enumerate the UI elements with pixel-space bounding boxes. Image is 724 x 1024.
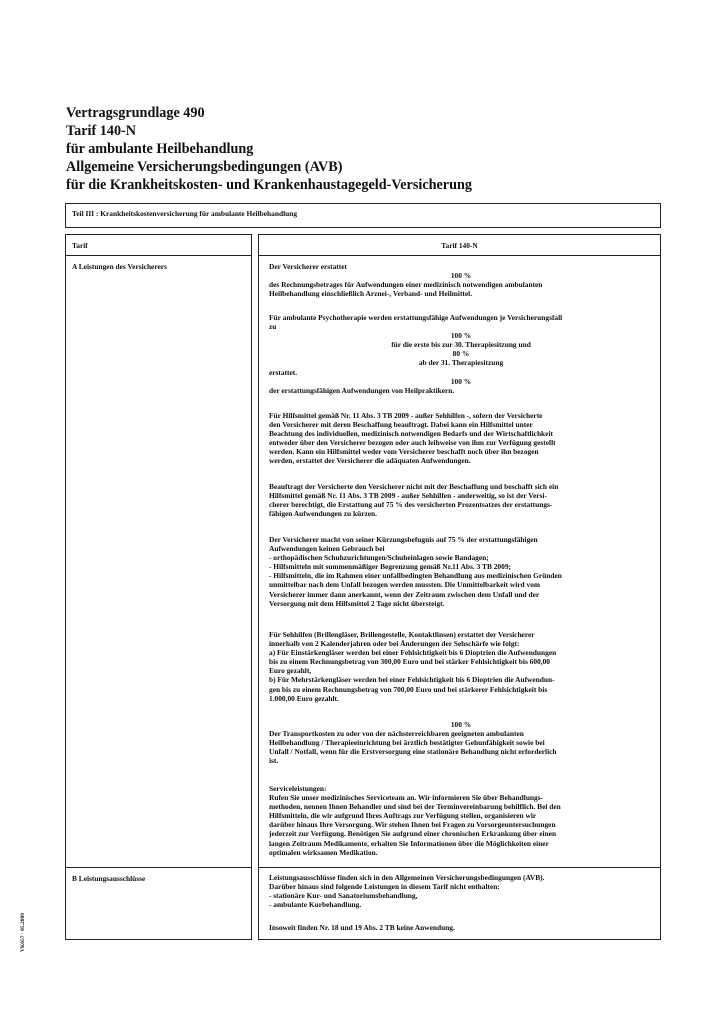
row-divider <box>66 867 251 868</box>
percentage-value: 100 % <box>450 331 472 341</box>
table-right-column <box>258 234 661 940</box>
text-line: Der Versicherer macht von seiner Kürzungsbefugnis auf 75 % der erstattungsfähigen <box>269 535 538 544</box>
side-document-code: VK657 · 05.2009 <box>20 913 26 952</box>
text-line: jederzeit zur Verfügung. Benötigen Sie aufgrund einer chronischen Erkrankung über einen <box>269 829 557 839</box>
paragraph-exclusions-note: Insoweit finden Nr. 18 und 19 Abs. 2 TB keine Anwendung. <box>269 923 455 932</box>
text-line: des Rechnungsbetrages für Aufwendungen einer medizinisch notwendigen ambulanten <box>269 280 543 290</box>
paragraph-aids-reduction <box>269 482 653 518</box>
text-line: bis zu einem Rechnungsbetrag von 300,00 Euro und bei stärker Fehlsichtigkeit bis 600,00 <box>269 657 551 667</box>
title-line: Allgemeine Versicherungsbedingungen (AVB) <box>66 159 343 175</box>
row-a-label: A Leistungen des Versicherers <box>72 262 167 271</box>
tariff-table <box>65 234 661 940</box>
text-line: optimalen wirksamen Medikation. <box>269 847 378 857</box>
text-line: Versorgung mit dem Hilfsmittel 2 Tage nicht übersteigt. <box>269 598 445 608</box>
text-line: Heilbehandlung / Therapieeinrichtung bei ärztlich bestätigter Gehunfähigkeit sowie bei <box>269 738 545 748</box>
text-line: Versicherer immer dann anerkannt, wenn der Zeitraum zwischen dem Unfall und der <box>269 589 540 599</box>
text-line: b) Für Mehrstärkengläser werden bei einer Fehlsichtigkeit bis 6 Dioptrien die Aufwendun- <box>269 675 555 685</box>
text-line: Rufen Sie unser medizinisches Serviceteam an. Wir informieren Sie über Behandlungs- <box>269 793 544 803</box>
title-line: Vertragsgrundlage 490 <box>66 105 205 121</box>
text-line: Der Versicherer erstattet <box>269 262 347 271</box>
header-right-label: Tarif 140-N <box>441 241 478 250</box>
text-line: der erstattungsfähigen Aufwendungen von Heilpraktikern. <box>269 385 455 395</box>
paragraph-exclusions <box>269 873 653 909</box>
text-line: langen Zeitraum Medikamente, erhalten Sie Informationen über die Möglichkeiten einer <box>269 838 549 848</box>
paragraph-aids <box>269 411 653 466</box>
text-line: - orthopädischen Schuhzurichtungen/Schuheinlagen sowie Bandagen; <box>269 553 489 563</box>
paragraph-services <box>269 784 653 857</box>
text-line: Leistungsausschlüsse finden sich in den Allgemeinen Versicherungsbedingungen (AVB). <box>269 873 545 882</box>
text-line: - Hilfsmitteln, die im Rahmen einer unfallbedingten Behandlung aus medizinischen Gründen <box>269 571 562 581</box>
text-line: Für Sehhilfen (Brillengläser, Brillengestelle, Kontaktlinsen) erstattet der Versicherer <box>269 630 535 639</box>
text-line: Darüber hinaus sind folgende Leistungen in diesem Tarif nicht enthalten: <box>269 882 500 892</box>
text-line: erstattet. <box>269 367 298 377</box>
paragraph-reimbursement <box>269 262 653 298</box>
text-line: - stationäre Kur- und Sanatoriumsbehandlung, <box>269 891 418 901</box>
title-line: Tarif 140-N <box>66 123 137 139</box>
text-line: - ambulante Kurbehandlung. <box>269 900 362 910</box>
paragraph-psychotherapy <box>269 313 653 395</box>
text-line: cherer berechtigt, die Erstattung auf 75 % des versicherten Prozentsatzes der erstattungs- <box>269 500 553 510</box>
row-b-label: B Leistungsausschlüsse <box>72 874 146 883</box>
paragraph-reduction-exceptions <box>269 535 653 608</box>
header-divider <box>259 255 660 256</box>
text-line: gen bis zu einem Rechnungsbetrag von 700,00 Euro und bei stärkerer Fehlsichtigkeit bis <box>269 684 548 694</box>
paragraph-visual-aids <box>269 630 653 703</box>
text-line: Für ambulante Psychotherapie werden erstattungsfähige Aufwendungen je Versicherungsfall <box>269 313 563 322</box>
text-line: innerhalb von 2 Kalenderjahren oder bei Änderungen der Sehschärfe wie folgt: <box>269 639 520 649</box>
table-left-column <box>65 234 252 940</box>
section-heading: Teil III : Krankheitskostenversicherung für ambulante Heilbehandlung <box>72 209 298 218</box>
text-line: zu <box>269 322 277 332</box>
text-line: Unfall / Notfall, wenn für die Erstversorgung eine stationäre Behandlung nicht erforderlich <box>269 747 557 757</box>
title-line: für die Krankheitskosten- und Krankenhaustagegeld-Versicherung <box>66 177 472 193</box>
percentage-value: 100 % <box>450 376 472 386</box>
text-line: den Versicherer mit deren Beschaffung beauftragt. Dabei kann ein Hilfsmittel unter <box>269 420 533 430</box>
text-line: darüber hinaus Ihre Versorgung. Wir stehen Ihnen bei Fragen zu Vorsorgeuntersuchungen <box>269 820 556 830</box>
text-line: Hilfsmitteln, die wir aufgrund Ihres Auftrags zur Verfügung stellen, organisieren wir <box>269 811 537 821</box>
text-line: a) Für Einstärkengläser werden bei einer Fehlsichtigkeit bis 6 Dioptrien die Aufwendungen <box>269 648 557 658</box>
row-divider <box>259 867 660 868</box>
text-line: Heilbehandlung einschließlich Arznei-, Verband- und Heilmittel. <box>269 289 473 299</box>
text-line: ist. <box>269 756 279 766</box>
header-divider <box>66 255 251 256</box>
text-line: Hilfsmittel gemäß Nr. 11 Abs. 3 TB 2009 - außer Sehhilfen - anderweitig, so ist der Versi- <box>269 491 547 501</box>
text-line: Der Transportkosten zu oder von der nächsterreichbaren geeigneten ambulanten <box>269 729 524 739</box>
text-line: Serviceleistungen: <box>269 784 327 793</box>
title-line: für ambulante Heilbehandlung <box>66 141 254 157</box>
percentage-value: 80 % <box>452 349 470 359</box>
text-line: Für Hilfsmittel gemäß Nr. 11 Abs. 3 TB 2009 - außer Sehhilfen -, sofern der Versicherte <box>269 411 543 420</box>
text-line: entweder über den Versicherer bezogen oder auch leihweise von ihm zur Verfügung gestellt <box>269 438 556 448</box>
text-line: unmittelbar nach dem Unfall bezogen werden mussten. Die Unmittelbarkeit wird vom <box>269 580 541 590</box>
text-line: werden. Kann ein Hilfsmittel weder vom Versicherer beschafft noch über ihn bezogen <box>269 447 539 457</box>
text-line: werden, erstattet der Versicherer die adäquaten Aufwendungen. <box>269 456 471 466</box>
text-line: Aufwendungen keinen Gebrauch bei <box>269 544 385 554</box>
text-line: Beachtung des individuellen, medizinisch notwendigen Bedarfs und der Wirtschaftlichkeit <box>269 429 553 439</box>
text-line: Euro gezahlt, <box>269 666 312 676</box>
header-left-label: Tarif <box>72 241 88 250</box>
paragraph-transport <box>269 720 653 765</box>
text-line: - Hilfsmitteln mit summenmäßiger Begrenzung gemäß Nr.11 Abs. 3 TB 2009; <box>269 562 511 572</box>
document-title-block <box>66 104 666 194</box>
text-line: ab der 31. Therapiesitzung <box>418 358 504 368</box>
text-line: Beauftragt der Versicherte den Versicherer nicht mit der Beschaffung und beschafft sich ein <box>269 482 559 491</box>
text-line: fähigen Aufwendungen zu kürzen. <box>269 509 378 519</box>
text-line: 1.000,00 Euro gezahlt. <box>269 693 339 703</box>
percentage-value: 100 % <box>450 271 472 281</box>
text-line: methoden, nennen Ihnen Behandler und sind bei der Terminvereinbarung behilflich. Bei den <box>269 802 561 812</box>
text-line: für die erste bis zur 30. Therapiesitzung und <box>391 340 531 350</box>
percentage-value: 100 % <box>450 720 472 729</box>
section-heading-box <box>65 203 661 228</box>
